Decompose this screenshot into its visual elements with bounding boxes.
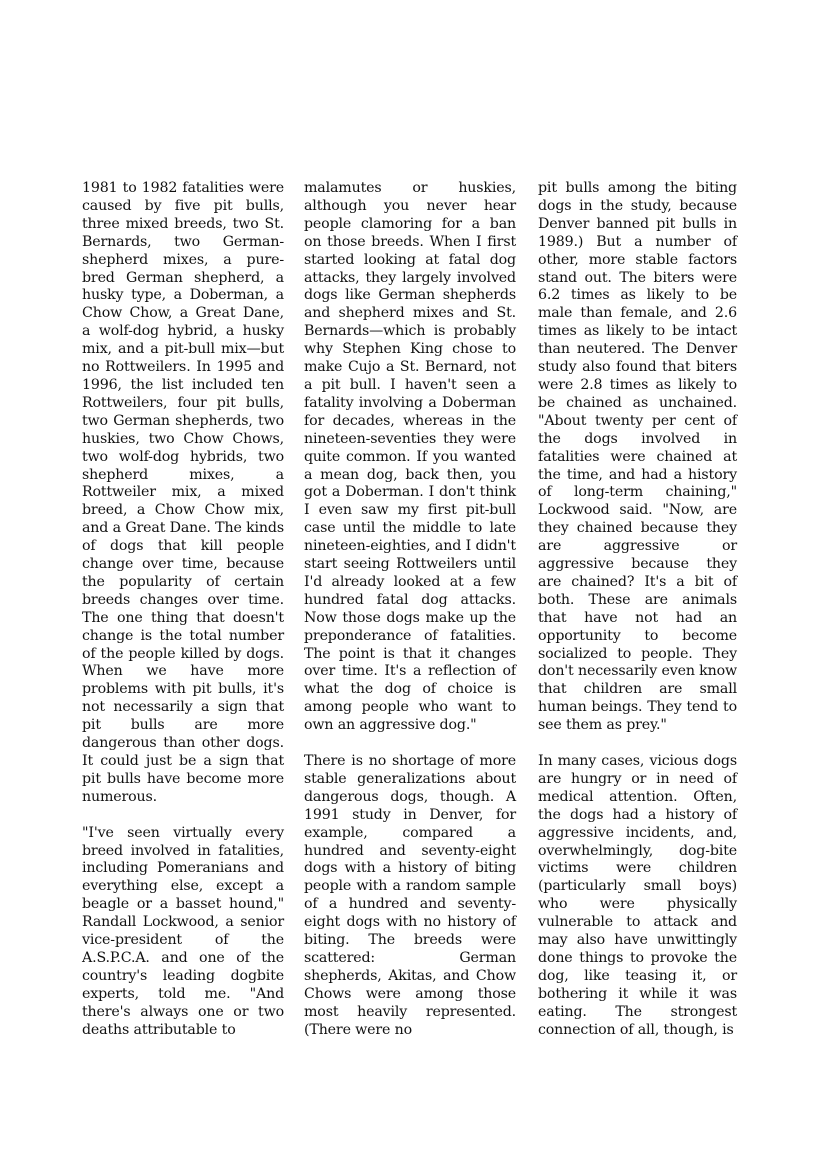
text-column-3 <box>538 180 737 1039</box>
paragraph: In many cases, vicious dogs are hungry or in need of medical attention. Often, the dogs had a history of aggressive incidents, and, overwhelmingly, dog-bite victims were children (particularly small boys) who were physically vulnerable to attack and may also have unwittingly done things to provoke the dog, like teasing it, or bothering it while it was eating. The strongest connection of all, though, is <box>538 752 737 1038</box>
paragraph: There is no shortage of more stable generalizations about dangerous dogs, though. A 1991 study in Denver, for example, compared a hundred and seventy-eight dogs with a history of biting people with a random sample of a hundred and seventy-eight dogs with no history of biting. The breeds were scattered: German shepherds, Akitas, and Chow Chows were among those most heavily represented. (There were no <box>304 752 516 1038</box>
paragraph: "I've seen virtually every breed involved in fatalities, including Pomeranians and everything else, except a beagle or a basset hound," Randall Lockwood, a senior vice-president of the A.S.P.C.A. and one of the country's leading dogbite experts, told me. "And there's always one or two deaths attributable to <box>82 824 284 1038</box>
paragraph: malamutes or huskies, although you never hear people clamoring for a ban on those breeds. When I first started looking at fatal dog attacks, they largely involved dogs like German shepherds and shepherd mixes and St. Bernards—which is probably why Stephen King chose to make Cujo a St. Bernard, not a pit bull. I haven't seen a fatality involving a Doberman for decades, whereas in the nineteen-seventies they were quite common. If you wanted a mean dog, back then, you got a Doberman. I don't think I even saw my first pit-bull case until the middle to late nineteen-eighties, and I didn't start seeing Rottweilers until I'd already looked at a few hundred fatal dog attacks. Now those dogs make up the preponderance of fatalities. The point is that it changes over time. It's a reflection of what the dog of choice is among people who want to own an aggressive dog." <box>304 180 516 734</box>
text-column-2 <box>304 180 516 1039</box>
paragraph: pit bulls among the biting dogs in the study, because Denver banned pit bulls in 1989.) But a number of other, more stable factors stand out. The biters were 6.2 times as likely to be male than female, and 2.6 times as likely to be intact than neutered. The Denver study also found that biters were 2.8 times as likely to be chained as unchained. "About twenty per cent of the dogs involved in fatalities were chained at the time, and had a history of long-term chaining," Lockwood said. "Now, are they chained because they are aggressive or aggressive because they are chained? It's a bit of both. These are animals that have not had an opportunity to become socialized to people. They don't necessarily even know that children are small human beings. They tend to see them as prey." <box>538 180 737 734</box>
text-column-1 <box>82 180 284 1039</box>
paragraph: 1981 to 1982 fatalities were caused by five pit bulls, three mixed breeds, two St. Bernards, two German-shepherd mixes, a pure-bred German shepherd, a husky type, a Doberman, a Chow Chow, a Great Dane, a wolf-dog hybrid, a husky mix, and a pit-bull mix—but no Rottweilers. In 1995 and 1996, the list included ten Rottweilers, four pit bulls, two German shepherds, two huskies, two Chow Chows, two wolf-dog hybrids, two shepherd mixes, a Rottweiler mix, a mixed breed, a Chow Chow mix, and a Great Dane. The kinds of dogs that kill people change over time, because the popularity of certain breeds changes over time. The one thing that doesn't change is the total number of the people killed by dogs. When we have more problems with pit bulls, it's not necessarily a sign that pit bulls are more dangerous than other dogs. It could just be a sign that pit bulls have become more numerous. <box>82 180 284 805</box>
